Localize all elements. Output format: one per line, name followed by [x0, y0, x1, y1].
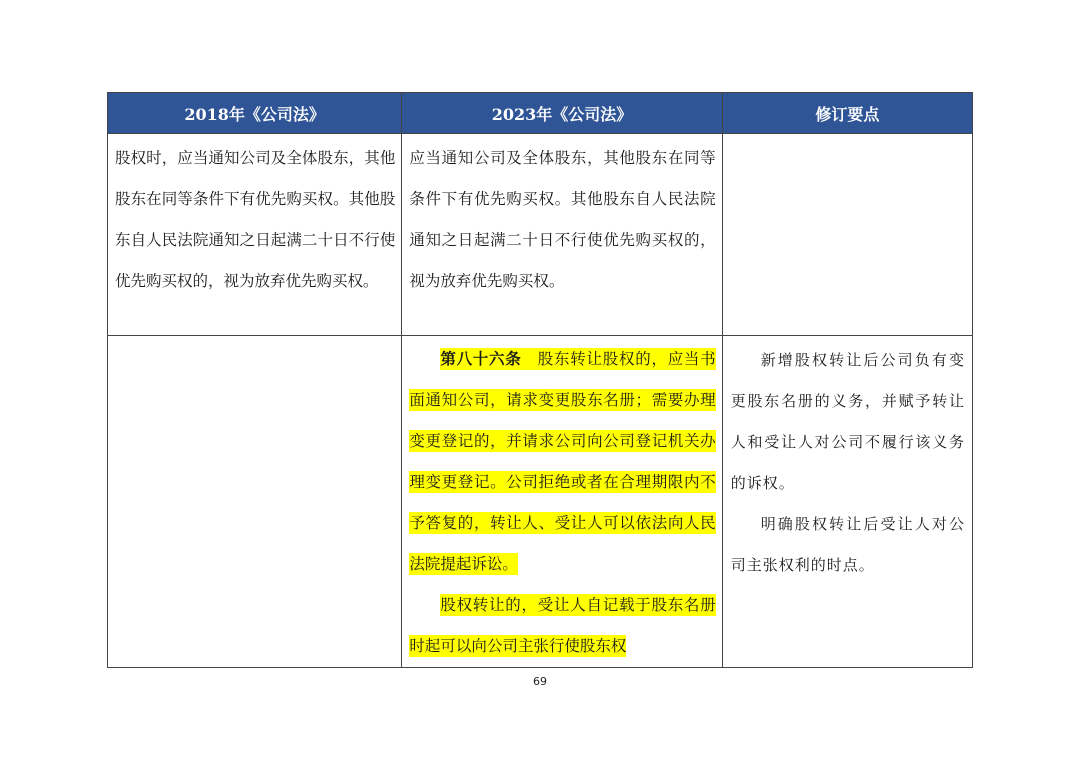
law-2018-text: 股权时，应当通知公司及全体股东，其他股东在同等条件下有优先购买权。其他股东自人民法院通知之日起满二十日不行使优先购买权的，视为放弃优先购买权。: [115, 149, 396, 290]
article-86-text-1: 股东转让股权的，应当书面通知公司，请求变更股东名册；需要办理变更登记的，并请求公司向公司登记机关办理变更登记。公司拒绝或者在合理期限内不予答复的，转让人、受让人可以依法向人民法院提起诉讼。: [409, 350, 716, 573]
header-row: [108, 93, 973, 134]
article-86-paragraph-2: [409, 585, 715, 667]
table-row: [108, 336, 973, 668]
cell-2018: [108, 134, 402, 336]
cell-2023: [402, 134, 722, 336]
header-2023-law: 2023年《公司法》: [402, 93, 722, 134]
cell-notes: [722, 336, 972, 668]
cell-2018: [108, 336, 402, 668]
article-86-paragraph-1: [409, 338, 715, 585]
revision-note-1: 新增股权转让后公司负有变更股东名册的义务，并赋予转让人和受让人对公司不履行该义务的诉权。: [730, 351, 965, 492]
article-86-text-2: 股权转让的，受让人自记载于股东名册时起可以向公司主张行使股东权: [409, 596, 716, 655]
article-title: 第八十六条: [440, 349, 522, 368]
header-2018-law: 2018年《公司法》: [108, 93, 402, 134]
cell-notes: [722, 134, 972, 336]
law-2023-text: 应当通知公司及全体股东，其他股东在同等条件下有优先购买权。其他股东自人民法院通知之日起满二十日不行使优先购买权的，视为放弃优先购买权。: [409, 149, 716, 290]
comparison-table: [107, 92, 973, 668]
revision-note: [723, 134, 972, 138]
header-revision-points: 修订要点: [722, 93, 972, 134]
law-2018-text: [108, 336, 401, 338]
page-number: 69: [533, 675, 547, 688]
table-row: [108, 134, 973, 336]
cell-2023: [402, 336, 722, 668]
revision-note-2: 明确股权转让后受让人对公司主张权利的时点。: [730, 515, 965, 574]
